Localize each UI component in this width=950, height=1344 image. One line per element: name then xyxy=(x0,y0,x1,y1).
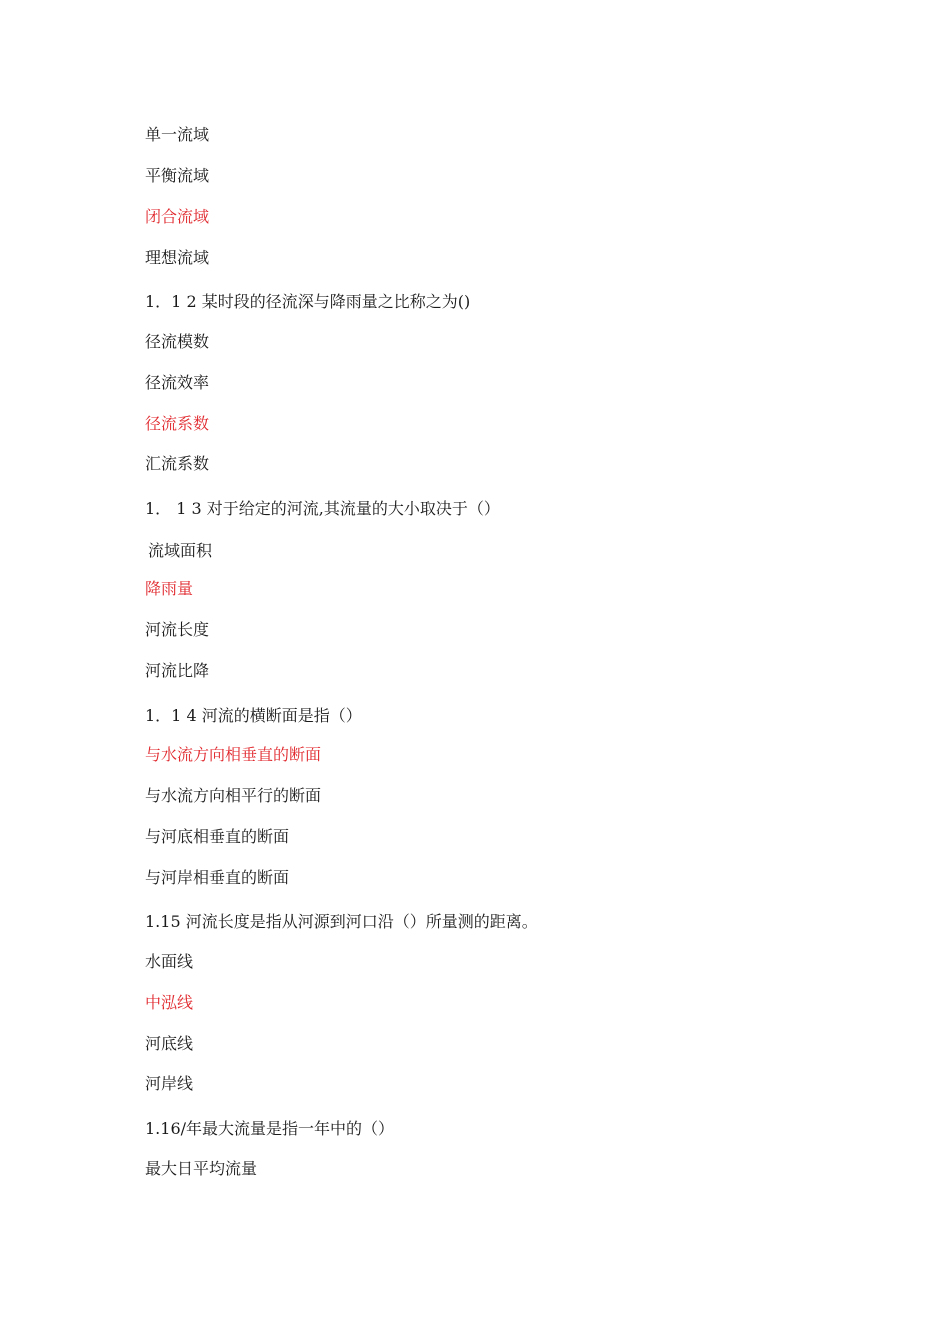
option-line: 与河岸相垂直的断面 xyxy=(145,868,290,887)
correct-option-line: 中泓线 xyxy=(145,993,194,1012)
question-line: 1.15 河流长度是指从河源到河口沿（）所量测的距离。 xyxy=(145,912,538,931)
option-line: 与河底相垂直的断面 xyxy=(145,827,290,846)
option-line: 河流比降 xyxy=(145,661,210,680)
question-line: 1． 1 3 对于给定的河流,其流量的大小取决于（） xyxy=(145,499,500,518)
option-line: 径流效率 xyxy=(145,373,210,392)
option-line: 汇流系数 xyxy=(145,454,210,473)
option-line: 流域面积 xyxy=(148,541,213,560)
correct-option-line: 降雨量 xyxy=(145,579,194,598)
option-line: 水面线 xyxy=(145,952,194,971)
option-line: 与水流方向相平行的断面 xyxy=(145,786,322,805)
question-line: 1．1 2 某时段的径流深与降雨量之比称之为() xyxy=(145,292,471,311)
option-line: 单一流域 xyxy=(145,125,210,144)
correct-option-line: 与水流方向相垂直的断面 xyxy=(145,745,322,764)
question-line: 1.16∕年最大流量是指一年中的（） xyxy=(145,1119,395,1138)
question-line: 1．1 4 河流的横断面是指（） xyxy=(145,706,362,725)
correct-option-line: 闭合流域 xyxy=(145,207,210,226)
option-line: 河岸线 xyxy=(145,1074,194,1093)
option-line: 理想流域 xyxy=(145,248,210,267)
option-line: 平衡流域 xyxy=(145,166,210,185)
option-line: 径流模数 xyxy=(145,332,210,351)
option-line: 最大日平均流量 xyxy=(145,1159,258,1178)
option-line: 河流长度 xyxy=(145,620,210,639)
correct-option-line: 径流系数 xyxy=(145,414,210,433)
option-line: 河底线 xyxy=(145,1034,194,1053)
